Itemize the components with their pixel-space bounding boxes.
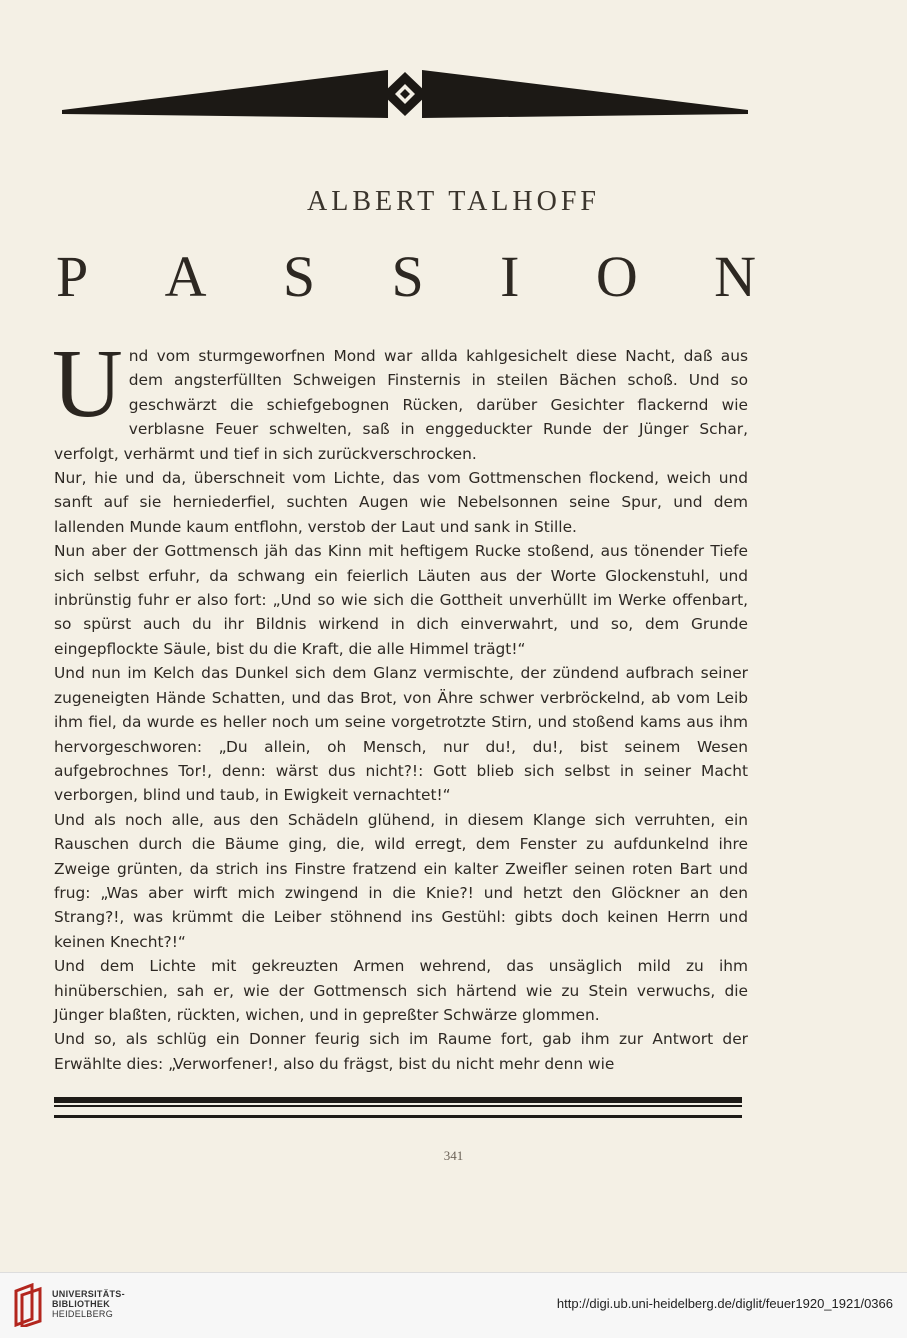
library-footer <box>0 1272 907 1338</box>
source-url[interactable]: http://digi.ub.uni-heidelberg.de/diglit/feuer1920_1921/0366 <box>556 1296 893 1311</box>
paragraph: Und so, als schlüg ein Donner feurig sich im Raume fort, gab ihm zur Antwort der Erwählte dies: „Verworfener!, also du frägst, bist du nicht mehr denn wie <box>54 1030 748 1073</box>
title-letter: S <box>282 243 316 309</box>
paragraph: Und vom sturmgeworfnen Mond war allda kahlgesichelt diese Nacht, daß aus dem angsterfüllten Schweigen Finsternis in steilen Bächen schoß. Und so geschwärzt die schiefgebognen Rücken, darüber Gesichter flackernd wie verblasne Feuer schwelten, saß in enggeduckter Runde der Jünger Schar, verfolgt, verhärmt und tief in sich zurückverschrocken. <box>52 330 748 463</box>
header-ornament <box>62 66 748 122</box>
body-text <box>52 330 748 1076</box>
library-logo-icon <box>10 1283 46 1327</box>
footer-rule-thick <box>54 1097 742 1103</box>
author-name: ALBERT TALHOFF <box>307 186 600 217</box>
footer-rule-thin <box>54 1105 742 1107</box>
title-letter: O <box>595 243 638 309</box>
paragraph: Und als noch alle, aus den Schädeln glühend, in diesem Klange sich verruhten, ein Rauschen durch die Bäume ging, die, wild erregt, dem Fenster zu aufdunkelnd ihre Zweige grünten, da strich ins Finstre fratzend ein kalter Zweifler seinen roten Bart und frug: „Was aber wirft mich zwingend in die Knie?! und hetzt den Glöckner an den Strang?!, was krümmt die Leiber stöhnend ins Gestühl: gibts doch keinen Herrn und keinen Knecht?!“ <box>54 810 748 951</box>
drop-cap: U <box>52 330 123 438</box>
page-number: 341 <box>443 1148 464 1163</box>
paragraph: Und dem Lichte mit gekreuzten Armen wehrend, das unsäglich mild zu ihm hinüberschien, sah er, wie der Gottmensch sich härtend wie zu Stein verwuchs, die Jünger blaßten, rückten, wichen, und in gepreßter Schwärze glommen. <box>54 957 748 1024</box>
page-title <box>56 244 756 308</box>
footer-rule-bottom <box>54 1115 742 1118</box>
paragraph: Nur, hie und da, überschneit vom Lichte, das vom Gottmenschen flockend, weich und sanft auf sie herniederfiel, suchten Augen wie Nebelsonnen seine Spur, und dem lallenden Munde kaum entflohn, verstob der Laut und sank in Stille. <box>54 469 748 536</box>
title-letter: N <box>714 243 756 309</box>
title-letter: A <box>164 243 207 309</box>
title-letter: I <box>500 243 520 309</box>
paragraph: Und nun im Kelch das Dunkel sich dem Glanz vermischte, der zündend aufbrach seiner zugeneigten Hände Schatten, und das Brot, von Ähre schwer verbröckelnd, ab vom Leib ihm fiel, da wurde es heller noch um seine vorgetrotzte Stirn, und stoßend kams aus ihm hervorgeschworen: „Du allein, oh Mensch, nur du!, du!, bist seinem Wesen aufgebrochnes Tor!, denn: wärst dus nicht?!: Gott blieb sich selbst in seiner Macht verborgen, blind und taub, in Ewigkeit vernachtet!“ <box>54 664 748 805</box>
library-name: UNIVERSITÄTS- BIBLIOTHEK HEIDELBERG <box>52 1289 125 1319</box>
title-letter: S <box>391 243 424 309</box>
paragraph: Nun aber der Gottmensch jäh das Kinn mit heftigem Rucke stoßend, aus tönender Tiefe sich selbst erfuhr, da schwang ein feierlich Läuten aus der Worte Glockenstuhl, und inbrünstig fuhr er also fort: „Und so wie sich die Gottheit unverhüllt im Werke offenbart, so spürst auch du ihr Bildnis wirkend in dich einverwahrt, und so, dem Grunde eingepflockte Säule, bist du die Kraft, die alle Himmel trägt!“ <box>54 542 748 658</box>
title-letter: P <box>56 243 89 309</box>
